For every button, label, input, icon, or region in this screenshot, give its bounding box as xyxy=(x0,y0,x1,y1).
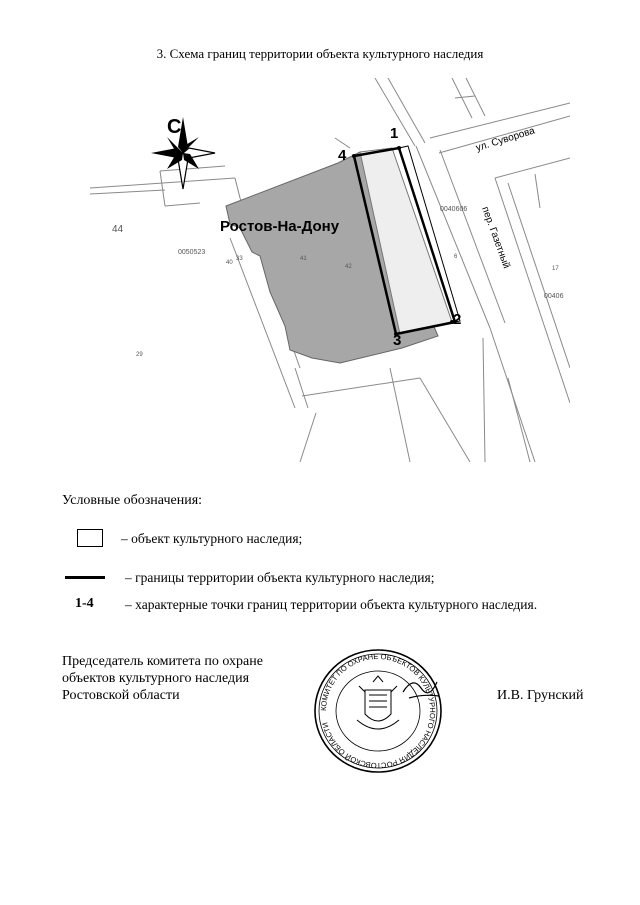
parcel-label: 40 xyxy=(226,260,233,266)
legend-boundary-line-symbol xyxy=(65,576,105,579)
parcel-label: 17 xyxy=(552,266,559,272)
parcel-label: 33 xyxy=(236,256,243,262)
legend-points-symbol: 1-4 xyxy=(75,596,94,611)
page-title: 3. Схема границ территории объекта культурного наследия xyxy=(156,46,484,61)
parcel-label: 00406 xyxy=(544,293,564,300)
compass-north-label: С xyxy=(167,116,182,138)
official-seal xyxy=(313,648,443,774)
boundary-point-1-label: 1 xyxy=(390,125,399,142)
parcel-label: 0050523 xyxy=(178,249,206,256)
parcel-label: 29 xyxy=(136,352,143,358)
legend-heritage-object-symbol xyxy=(77,529,103,547)
boundary-point-1-marker xyxy=(397,146,401,150)
city-label: Ростов-На-Дону xyxy=(220,218,340,235)
legend-heritage-object-text: – объект культурного наследия; xyxy=(121,531,303,546)
boundary-point-2-label: 2 xyxy=(453,311,462,328)
signer-position-line: Ростовской области xyxy=(62,688,180,703)
seal-text: КОМИТЕТ ПО ОХРАНЕ ОБЪЕКТОВ КУЛЬТУРНОГО НАСЛЕДИЯ РОСТОВСКОЙ ОБЛАСТИ xyxy=(318,651,438,771)
boundary-point-3-label: 3 xyxy=(393,332,402,349)
street-label-gazetny: пер. Газетный xyxy=(479,205,512,271)
boundary-point-4-marker xyxy=(352,154,356,158)
boundary-map xyxy=(90,78,570,462)
svg-text:КОМИТЕТ ПО ОХРАНЕ ОБЪЕКТОВ КУЛ xyxy=(319,652,437,770)
parcel-label: 41 xyxy=(300,256,307,262)
signer-position-line: Председатель комитета по охране xyxy=(62,654,263,669)
legend-heading: Условные обозначения: xyxy=(62,493,203,508)
parcel-label: 6 xyxy=(454,254,458,260)
parcel-label: 42 xyxy=(345,264,352,270)
signer-position-line: объектов культурного наследия xyxy=(62,671,250,686)
signer-name: И.В. Грунский xyxy=(497,688,584,703)
signer-position xyxy=(62,653,263,704)
street-label-suvorova: ул. Суворова xyxy=(474,125,537,154)
coat-of-arms-emblem xyxy=(357,676,399,729)
boundary-point-4-label: 4 xyxy=(338,147,347,164)
parcel-label: 0040606 xyxy=(440,206,468,213)
parcel-label: 44 xyxy=(112,224,124,235)
legend-points-text: – характерные точки границ территории объекта культурного наследия. xyxy=(125,597,538,612)
legend-boundary-line-text: – границы территории объекта культурного наследия; xyxy=(125,570,435,585)
